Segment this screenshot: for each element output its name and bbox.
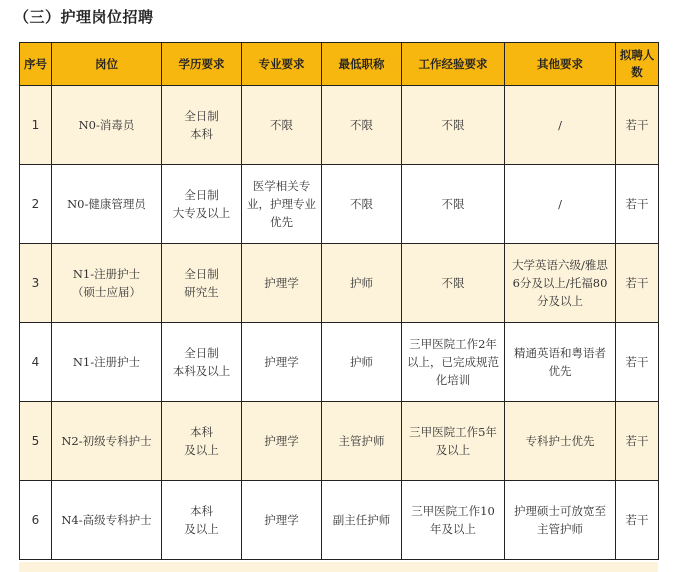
cell-title: 不限: [322, 86, 402, 165]
cell-education: 全日制 本科: [162, 86, 242, 165]
header-major: 专业要求: [242, 43, 322, 86]
header-education: 学历要求: [162, 43, 242, 86]
cell-index: 5: [20, 402, 52, 481]
cell-education: 全日制 大专及以上: [162, 165, 242, 244]
header-experience: 工作经验要求: [402, 43, 505, 86]
cell-major: 护理学: [242, 244, 322, 323]
cell-position: N2-初级专科护士: [52, 402, 162, 481]
cell-experience: 不限: [402, 244, 505, 323]
table-row: [20, 165, 659, 244]
cell-education: 本科 及以上: [162, 481, 242, 560]
header-count: 拟聘人数: [616, 43, 659, 86]
nursing-recruitment-table: [19, 42, 659, 560]
cell-other: 护理硕士可放宽至主管护师: [505, 481, 616, 560]
cell-position: N0-消毒员: [52, 86, 162, 165]
cell-position: N0-健康管理员: [52, 165, 162, 244]
table-row: [20, 86, 659, 165]
cell-experience: 不限: [402, 86, 505, 165]
cell-title: 副主任护师: [322, 481, 402, 560]
cell-major: 护理学: [242, 402, 322, 481]
header-position: 岗位: [52, 43, 162, 86]
section-title: （三）护理岗位招聘: [14, 8, 154, 26]
cell-count: 若干: [616, 402, 659, 481]
table-body: [20, 86, 659, 560]
cell-major: 护理学: [242, 323, 322, 402]
cell-experience: 三甲医院工作10年及以上: [402, 481, 505, 560]
cell-other: 专科护士优先: [505, 402, 616, 481]
table-row: [20, 402, 659, 481]
cell-experience: 三甲医院工作5年及以上: [402, 402, 505, 481]
cell-education: 全日制 研究生: [162, 244, 242, 323]
cell-title: 主管护师: [322, 402, 402, 481]
cell-other: /: [505, 86, 616, 165]
cell-other: /: [505, 165, 616, 244]
header-other: 其他要求: [505, 43, 616, 86]
cell-index: 3: [20, 244, 52, 323]
cell-count: 若干: [616, 86, 659, 165]
cell-index: 6: [20, 481, 52, 560]
table-row: [20, 323, 659, 402]
cell-other: 精通英语和粤语者优先: [505, 323, 616, 402]
cell-index: 2: [20, 165, 52, 244]
cell-experience: 三甲医院工作2年以上，已完成规范化培训: [402, 323, 505, 402]
cell-index: 4: [20, 323, 52, 402]
cell-position: N1-注册护士: [52, 323, 162, 402]
cell-education: 本科 及以上: [162, 402, 242, 481]
cell-education: 全日制 本科及以上: [162, 323, 242, 402]
cell-count: 若干: [616, 165, 659, 244]
cell-title: 不限: [322, 165, 402, 244]
cell-title: 护师: [322, 244, 402, 323]
cell-other: 大学英语六级/雅思6分及以上/托福80分及以上: [505, 244, 616, 323]
cell-position: N1-注册护士 （硕士应届）: [52, 244, 162, 323]
cell-major: 护理学: [242, 481, 322, 560]
table-header-row: [20, 43, 659, 86]
header-index: 序号: [20, 43, 52, 86]
cell-major: 医学相关专业，护理专业优先: [242, 165, 322, 244]
header-title: 最低职称: [322, 43, 402, 86]
cell-index: 1: [20, 86, 52, 165]
cell-major: 不限: [242, 86, 322, 165]
cell-count: 若干: [616, 323, 659, 402]
table-row: [20, 481, 659, 560]
cell-count: 若干: [616, 244, 659, 323]
table-bottom-strip: [19, 562, 658, 572]
cell-experience: 不限: [402, 165, 505, 244]
table-row: [20, 244, 659, 323]
cell-title: 护师: [322, 323, 402, 402]
cell-count: 若干: [616, 481, 659, 560]
cell-position: N4-高级专科护士: [52, 481, 162, 560]
